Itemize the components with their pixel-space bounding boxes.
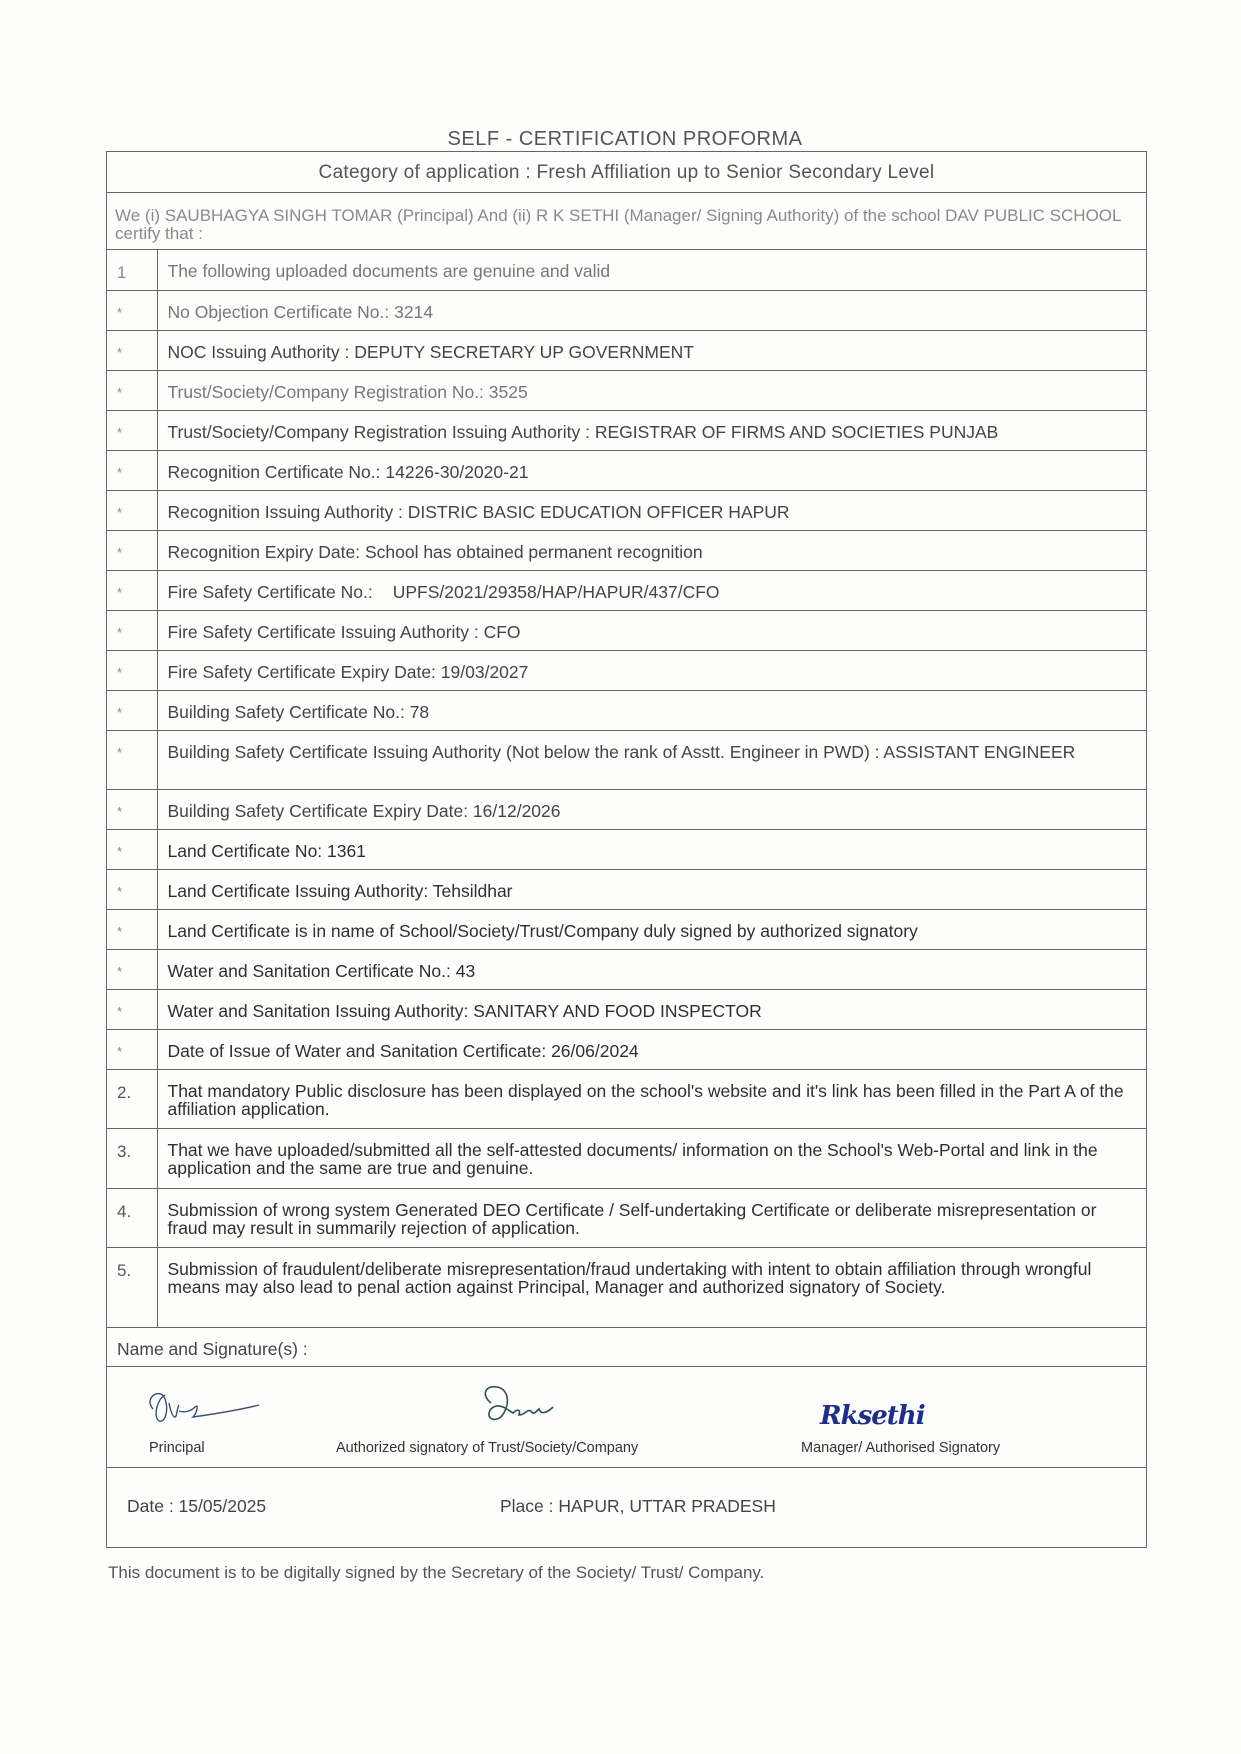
table-row	[107, 829, 1146, 869]
item-bullet: *	[107, 650, 157, 690]
item-bullet: *	[107, 1029, 157, 1069]
item-text: Fire Safety Certificate Expiry Date: 19/03/2027	[157, 650, 1146, 690]
table-row	[107, 1188, 1146, 1247]
table-row	[107, 490, 1146, 530]
item-text: Water and Sanitation Issuing Authority: SANITARY AND FOOD INSPECTOR	[157, 989, 1146, 1029]
item-text: Building Safety Certificate Expiry Date: 16/12/2026	[157, 789, 1146, 829]
table-row	[107, 650, 1146, 690]
item-bullet: *	[107, 989, 157, 1029]
fire-certificate-number: UPFS/2021/29358/HAP/HAPUR/437/CFO	[392, 581, 720, 602]
item-number: 3.	[107, 1128, 157, 1188]
item-text: Land Certificate Issuing Authority: Tehsildhar	[157, 869, 1146, 909]
item-text: NOC Issuing Authority : DEPUTY SECRETARY UP GOVERNMENT	[157, 330, 1146, 370]
page-title: SELF - CERTIFICATION PROFORMA	[447, 128, 803, 150]
item-text: Water and Sanitation Certificate No.: 43	[157, 949, 1146, 989]
table-row	[107, 1069, 1146, 1128]
table-row	[107, 250, 1146, 290]
table-row	[107, 610, 1146, 650]
table-row	[107, 290, 1146, 330]
authorized-signatory-label: Authorized signatory of Trust/Society/Company	[336, 1439, 639, 1456]
table-row	[107, 1029, 1146, 1069]
item-bullet: *	[107, 290, 157, 330]
item-bullet: *	[107, 570, 157, 610]
item-text: Trust/Society/Company Registration No.: 3525	[157, 370, 1146, 410]
item-number: 1	[107, 250, 157, 290]
item-bullet: *	[107, 370, 157, 410]
table-row	[107, 330, 1146, 370]
item-label: Fire Safety Certificate No.:	[167, 581, 373, 602]
authorized-signatory-signature	[469, 1379, 579, 1429]
date-place-row	[107, 1468, 1146, 1548]
item-bullet: *	[107, 610, 157, 650]
item-text: That we have uploaded/submitted all the self-attested documents/ information on the School's Web-Portal and link in the application and the same are true and genuine.	[157, 1128, 1146, 1188]
item-text: Fire Safety Certificate Issuing Authority : CFO	[157, 610, 1146, 650]
item-text: That mandatory Public disclosure has been displayed on the school's website and it's link has been filled in the Part A of the affiliation application.	[157, 1069, 1146, 1128]
item-bullet: *	[107, 730, 157, 789]
item-bullet: *	[107, 869, 157, 909]
item-text	[157, 570, 1146, 610]
item-text: Recognition Certificate No.: 14226-30/2020-21	[157, 450, 1146, 490]
item-bullet: *	[107, 690, 157, 730]
principal-label: Principal	[149, 1439, 205, 1456]
item-text: Recognition Issuing Authority : DISTRIC BASIC EDUCATION OFFICER HAPUR	[157, 490, 1146, 530]
table-row	[107, 869, 1146, 909]
item-text: Submission of wrong system Generated DEO Certificate / Self-undertaking Certificate or deliberate misrepresentation or fraud may result in summarily rejection of application.	[157, 1188, 1146, 1247]
item-bullet: *	[107, 949, 157, 989]
item-bullet: *	[107, 410, 157, 450]
certification-items-table	[107, 250, 1146, 1328]
item-number: 4.	[107, 1188, 157, 1247]
item-text: Recognition Expiry Date: School has obtained permanent recognition	[157, 530, 1146, 570]
table-row	[107, 570, 1146, 610]
table-row	[107, 1128, 1146, 1188]
item-number: 2.	[107, 1069, 157, 1128]
manager-signature: Rksethi	[820, 1400, 925, 1431]
item-text: The following uploaded documents are genuine and valid	[157, 250, 1146, 290]
footer-note: This document is to be digitally signed by the Secretary of the Society/ Trust/ Company.	[108, 1563, 765, 1582]
table-row	[107, 530, 1146, 570]
item-bullet: *	[107, 829, 157, 869]
item-bullet: *	[107, 909, 157, 949]
table-row	[107, 909, 1146, 949]
date-field: Date : 15/05/2025	[127, 1495, 267, 1516]
table-row	[107, 690, 1146, 730]
item-bullet: *	[107, 789, 157, 829]
item-text: Date of Issue of Water and Sanitation Certificate: 26/06/2024	[157, 1029, 1146, 1069]
item-text: Building Safety Certificate No.: 78	[157, 690, 1146, 730]
signature-heading: Name and Signature(s) :	[107, 1328, 1146, 1367]
item-text: No Objection Certificate No.: 3214	[157, 290, 1146, 330]
table-row	[107, 450, 1146, 490]
certification-form	[106, 151, 1147, 1548]
item-bullet: *	[107, 530, 157, 570]
signature-block	[107, 1367, 1146, 1468]
place-field: Place : HAPUR, UTTAR PRADESH	[500, 1495, 776, 1516]
item-bullet: *	[107, 450, 157, 490]
table-row	[107, 789, 1146, 829]
item-text: Land Certificate is in name of School/Society/Trust/Company duly signed by authorized signatory	[157, 909, 1146, 949]
item-text: Submission of fraudulent/deliberate misrepresentation/fraud undertaking with intent to obtain affiliation through wrongful means may also lead to penal action against Principal, Manager and authorized signatory of Society.	[157, 1247, 1146, 1327]
table-row	[107, 1247, 1146, 1327]
item-text: Trust/Society/Company Registration Issuing Authority : REGISTRAR OF FIRMS AND SOCIETIES PUNJAB	[157, 410, 1146, 450]
item-text: Building Safety Certificate Issuing Authority (Not below the rank of Asstt. Engineer in PWD) : ASSISTANT ENGINEER	[157, 730, 1146, 789]
manager-label: Manager/ Authorised Signatory	[801, 1439, 1001, 1456]
principal-signature	[135, 1377, 265, 1437]
item-number: 5.	[107, 1247, 157, 1327]
table-row	[107, 730, 1146, 789]
item-bullet: *	[107, 330, 157, 370]
item-text: Land Certificate No: 1361	[157, 829, 1146, 869]
category-heading: Category of application : Fresh Affiliation up to Senior Secondary Level	[107, 152, 1146, 193]
table-row	[107, 949, 1146, 989]
table-row	[107, 989, 1146, 1029]
intro-statement: We (i) SAUBHAGYA SINGH TOMAR (Principal) And (ii) R K SETHI (Manager/ Signing Authority) of the school DAV PUBLIC SCHOOL certify that :	[107, 193, 1146, 250]
item-bullet: *	[107, 490, 157, 530]
table-row	[107, 370, 1146, 410]
table-row	[107, 410, 1146, 450]
